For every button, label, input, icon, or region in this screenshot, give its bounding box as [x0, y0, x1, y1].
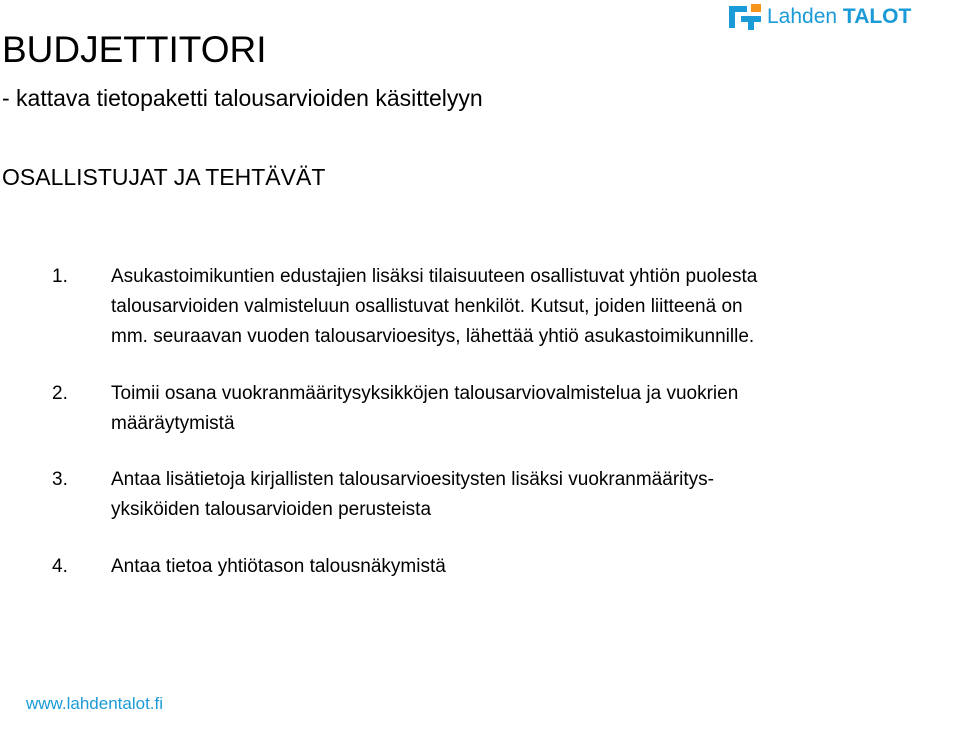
- page-title: BUDJETTITORI: [2, 29, 267, 70]
- logo-text: [767, 0, 911, 34]
- section-heading: OSALLISTUJAT JA TEHTÄVÄT: [2, 164, 326, 190]
- task-number: 1.: [52, 266, 68, 287]
- task-item-2: [0, 379, 959, 439]
- task-text: [111, 552, 871, 582]
- task-list: [0, 262, 959, 582]
- task-item-3: [0, 465, 959, 525]
- task-line: mm. seuraavan vuoden talousarvioesitys, lähettää yhtiö asukastoimikunnille.: [111, 326, 755, 347]
- task-line: talousarvioiden valmisteluun osallistuvat henkilöt. Kutsut, joiden liitteenä on: [111, 296, 743, 317]
- task-line: Antaa tietoa yhtiötason talousnäkymistä: [111, 556, 446, 577]
- task-line: yksiköiden talousarvioiden perusteista: [111, 499, 432, 520]
- task-line: määräytymistä: [111, 413, 235, 434]
- task-number: 4.: [52, 556, 68, 577]
- logo-text-bold: TALOT: [842, 5, 912, 28]
- task-item-4: [0, 552, 959, 582]
- task-number: 3.: [52, 469, 68, 490]
- logo-text-light: Lahden: [767, 5, 838, 28]
- task-line: Toimii osana vuokranmääritysyksikköjen talousarviovalmistelua ja vuokrien: [111, 383, 739, 404]
- footer-website-link[interactable]: www.lahdentalot.fi: [26, 694, 164, 713]
- lahden-talot-logo-icon: [727, 2, 763, 32]
- task-line: Antaa lisätietoja kirjallisten talousarvioesitysten lisäksi vuokranmääritys-: [111, 469, 714, 490]
- task-text: [111, 379, 871, 439]
- task-number: 2.: [52, 383, 68, 404]
- task-text: [111, 465, 871, 525]
- task-item-1: [0, 262, 959, 352]
- task-line: Asukastoimikuntien edustajien lisäksi tilaisuuteen osallistuvat yhtiön puolesta: [111, 266, 758, 287]
- task-text: [111, 262, 871, 352]
- page-subtitle: - kattava tietopaketti talousarvioiden käsittelyyn: [2, 85, 483, 111]
- lahden-talot-logo: [727, 0, 911, 34]
